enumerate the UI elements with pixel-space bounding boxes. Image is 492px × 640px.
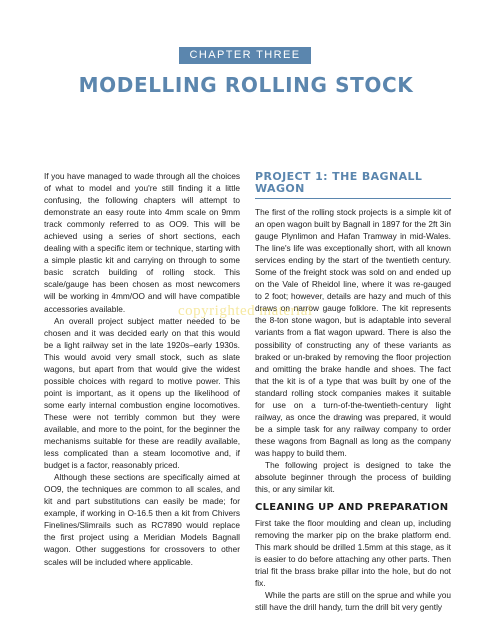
- project-heading: PROJECT 1: THE BAGNALL WAGON: [255, 170, 423, 195]
- right-paragraph-1: The first of the rolling stock projects is a simple kit of an open wagon built by Bagnall in 1897 for the 2ft 3in gauge Plynlimon and Hafan Tramway in mid-Wales. The line's life was exceptionally short, with all known services ending by the start of the twentieth century. Some of the freight stock was sold on and ended up on the Vale of Rheidol line, where it was re-gauged to 2 foot; however, details are hazy and much of this draws on narrow gauge folklore. The kit represents the 8-ton stone wagon, but is adaptable into several variants from a flat wagon upward. There is also the possibility of constructing any of these variants as braked or un-braked by removing the floor projection and omitting the brake handle and shoes. The fact that the kit is of a type that was built by one of the standard rolling stock companies makes it suitable for use on a turn-of-the-twentieth-century light railway, as once the drawing was prepared, it would be a simple task for any railway company to order these wagons from Bagnall as long as the company was happy to build them.: [255, 207, 451, 458]
- chapter-title: MODELLING ROLLING STOCK: [78, 73, 414, 97]
- section-paragraph-2: While the parts are still on the sprue and while you still have the drill handy, turn the drill bit very gently: [255, 590, 451, 613]
- left-paragraph-2: An overall project subject matter needed to be chosen and it was decided early on that this would be a light railway set in the late 1920s–early 1930s. This would avoid very small stock, such as slate wagons, but apart from that would give the widest possible choices with regard to motive power. This point is important, as it opens up the likelihood of some early internal combustion engine locomotives. These were not terribly common but they were available, and more to the point, for the beginner the mechanisms suitable for these are readily available, less complicated than a steam locomotive and, if budget is a factor, reasonably priced.: [44, 315, 240, 471]
- chapter-label: CHAPTER THREE: [179, 47, 311, 64]
- section-heading: CLEANING UP AND PREPARATION: [255, 502, 449, 514]
- left-paragraph-1: If you have managed to wade through all the choices of what to model and you're still finding it a little confusing, the following chapters will attempt to demonstrate an easy route into 4mm scale on 9mm track commonly referred to as OO9. This will be achieved using a series of short sections, each dealing with a specific item or technique, starting with a simple plastic kit and carrying on through to some basic scratch building of rolling stock. This scale/gauge has been chosen as most newcomers will be working in 4mm/OO and will have compatible accessories available.: [44, 171, 240, 314]
- project-heading-rule: [255, 198, 451, 199]
- right-paragraph-2: The following project is designed to take the absolute beginner through the process of building this, or any similar kit.: [255, 459, 451, 495]
- section-paragraph-1: First take the floor moulding and clean up, including removing the marker pip on the brake platform end. This mark should be drilled 1.5mm at this stage, as it is easier to do before attaching any other parts. Then trial fit the brass brake pillar into the hole, but do not fix.: [255, 518, 451, 589]
- watermark: copyrighted material: [178, 303, 313, 319]
- right-column: [255, 206, 451, 614]
- left-paragraph-3: Although these sections are specifically aimed at OO9, the techniques are common to all scales, and kit and part substitutions can easily be made; for example, if working in O-16.5 then a kit from Chivers Finelines/Slimrails such as RC7890 would replace the first project using a Meridian Models Bagnall wagon. Other suggestions for crossovers to other scales will be included where applicable.: [44, 472, 240, 567]
- left-column: [44, 170, 240, 568]
